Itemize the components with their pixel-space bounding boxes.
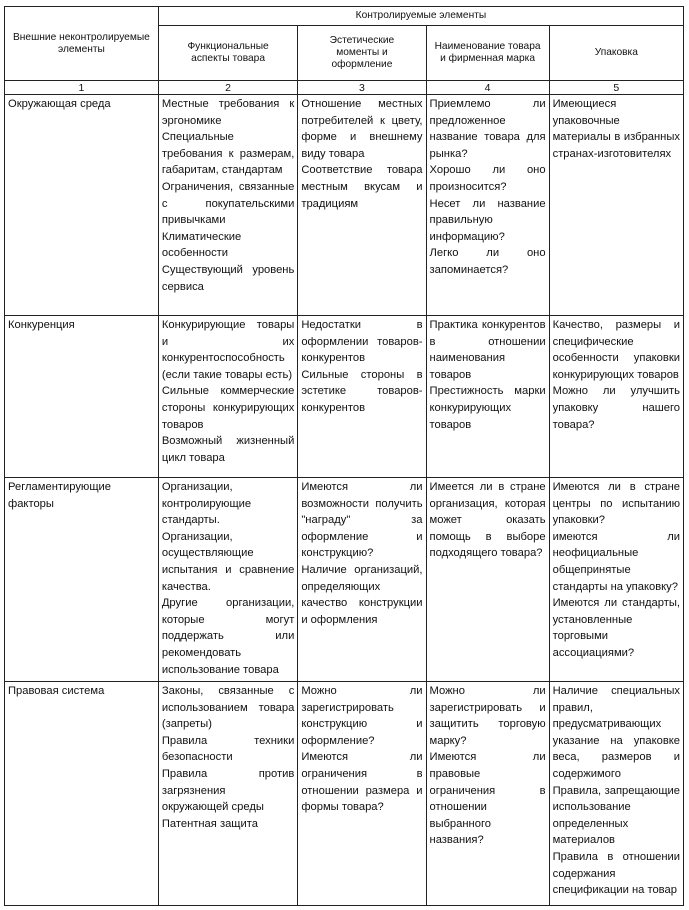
row-label: Регламентирующие факторы [5,478,159,682]
cell-text: Существующий уровень сервиса [161,263,295,293]
cell-text: Правила, запрещающие использование определенных материалов [552,784,680,847]
cell-text: Правила против загрязнения окружающей среды [161,767,295,814]
cell-text: Наличие специальных правил, предусматривающих указание на упаковке веса, размеров и содержимого [552,685,680,780]
cell-text: Имеются ли стандарты, установленные торговыми ассоциациями? [552,597,680,659]
column-number: 2 [158,81,297,95]
header-packaging: Упаковка [549,26,683,81]
column-number: 5 [549,81,683,95]
cell-text: Специальные требования к размерам, габаритам, стандартам [161,131,295,177]
cell-text: Имеются ли ограничения в отношении размера и формы товара? [301,751,423,814]
table-row [5,682,684,906]
cell-functional [158,478,297,682]
cell-aesthetics [298,682,426,906]
cell-functional [158,316,297,478]
cell-text: имеются ли неофициальные общепринятые стандарты на упаковку? [552,530,680,593]
cell-packaging [549,316,683,478]
table-header [5,7,684,95]
column-number: 3 [298,81,426,95]
cell-text: Можно ли улучшить упаковку нашего товара? [552,385,680,431]
cell-name-brand [426,478,549,682]
cell-text: Организации, осуществляющие испытания и сравнение качества. [161,530,295,593]
cell-name-brand [426,95,549,316]
cell-text: Несет ли название правильную информацию? [429,197,546,243]
cell-text: Можно ли зарегистрировать и защитить торговую марку? [429,685,546,747]
row-label: Конкуренция [5,316,159,478]
row-label: Правовая система [5,682,159,906]
header-functional-aspects: Функциональные аспекты товара [158,26,297,81]
cell-aesthetics [298,316,426,478]
column-numbers-row [5,81,684,95]
cell-text: Ограничения, связанные с покупательскими привычками [161,180,295,227]
table-row [5,316,684,478]
cell-text: Правила техники безопасности [161,734,295,764]
cell-text: Имеется ли в стране организация, которая может оказать помощь в выборе подходящего товара? [429,481,546,560]
cell-aesthetics [298,95,426,316]
cell-packaging [549,95,683,316]
cell-text: Местные требования к эргономике [161,98,295,127]
product-elements-table [4,6,684,906]
header-name-and-brand: Наименование товара и фирменная марка [426,26,549,81]
table-body [5,95,684,906]
cell-text: Качество, размеры и специфические особенности упаковки конкурирующих товаров [552,319,680,381]
cell-text: Хорошо ли оно произносится? [429,164,546,193]
cell-text: Приемлемо ли предложенное название товара для рынка? [429,98,546,160]
cell-text: Имеющиеся упаковочные материалы в избранных странах-изготовителях [552,98,680,160]
cell-name-brand [426,682,549,906]
cell-text: Можно ли зарегистрировать конструкцию и оформление? [301,685,423,747]
cell-text: Правила в отношении содержания спецификации на товар [552,850,680,897]
cell-text: Престижность марки конкурирующих товаров [429,385,546,431]
cell-text: Патентная защита [161,817,258,830]
cell-name-brand [426,316,549,478]
cell-text: Организации, контролирующие стандарты. [161,481,252,527]
cell-functional [158,95,297,316]
cell-text: Недостатки в оформлении товаров-конкурентов [301,319,423,365]
cell-packaging [549,682,683,906]
cell-text: Сильные стороны в эстетике товаров-конкурентов [301,368,423,414]
column-number: 1 [5,81,159,95]
row-label: Окружающая среда [5,95,159,316]
cell-text: Законы, связанные с использованием товара (запреты) [161,685,295,731]
cell-text: Соответствие товара местным вкусам и традициям [301,164,423,210]
table-row [5,95,684,316]
cell-text: Возможный жизненный цикл товара [161,435,295,464]
header-external-elements: Внешние неконтролируемые элементы [5,7,159,81]
cell-text: Легко ли оно запоминается? [429,247,546,276]
cell-text: Отношение местных потребителей к цвету, форме и внешнему виду товара [301,98,423,160]
cell-text: Имеются ли в стране центры по испытанию упаковки? [552,481,680,527]
cell-text: Имеются ли возможности получить "награду" за оформление и конструкцию? [301,481,423,560]
header-controlled-elements: Контролируемые элементы [158,7,683,26]
cell-functional [158,682,297,906]
cell-packaging [549,478,683,682]
cell-text: Имеются ли правовые ограничения в отношении выбранного названия? [429,751,546,847]
cell-text: Конкурирующие товары и их конкурентоспособность (если такие товары есть) [161,319,295,381]
cell-aesthetics [298,478,426,682]
header-aesthetics: Эстетические моменты и оформление [298,26,426,81]
cell-text: Климатические особенности [161,230,242,260]
cell-text: Сильные коммерческие стороны конкурирующих товаров [161,385,295,431]
cell-text: Практика конкурентов в отношении наименования товаров [429,319,546,381]
table-row [5,478,684,682]
cell-text: Наличие организаций, определяющих качество конструкции и оформления [301,563,423,626]
column-number: 4 [426,81,549,95]
cell-text: Другие организации, которые могут поддержать или рекомендовать использование товара [161,597,295,676]
